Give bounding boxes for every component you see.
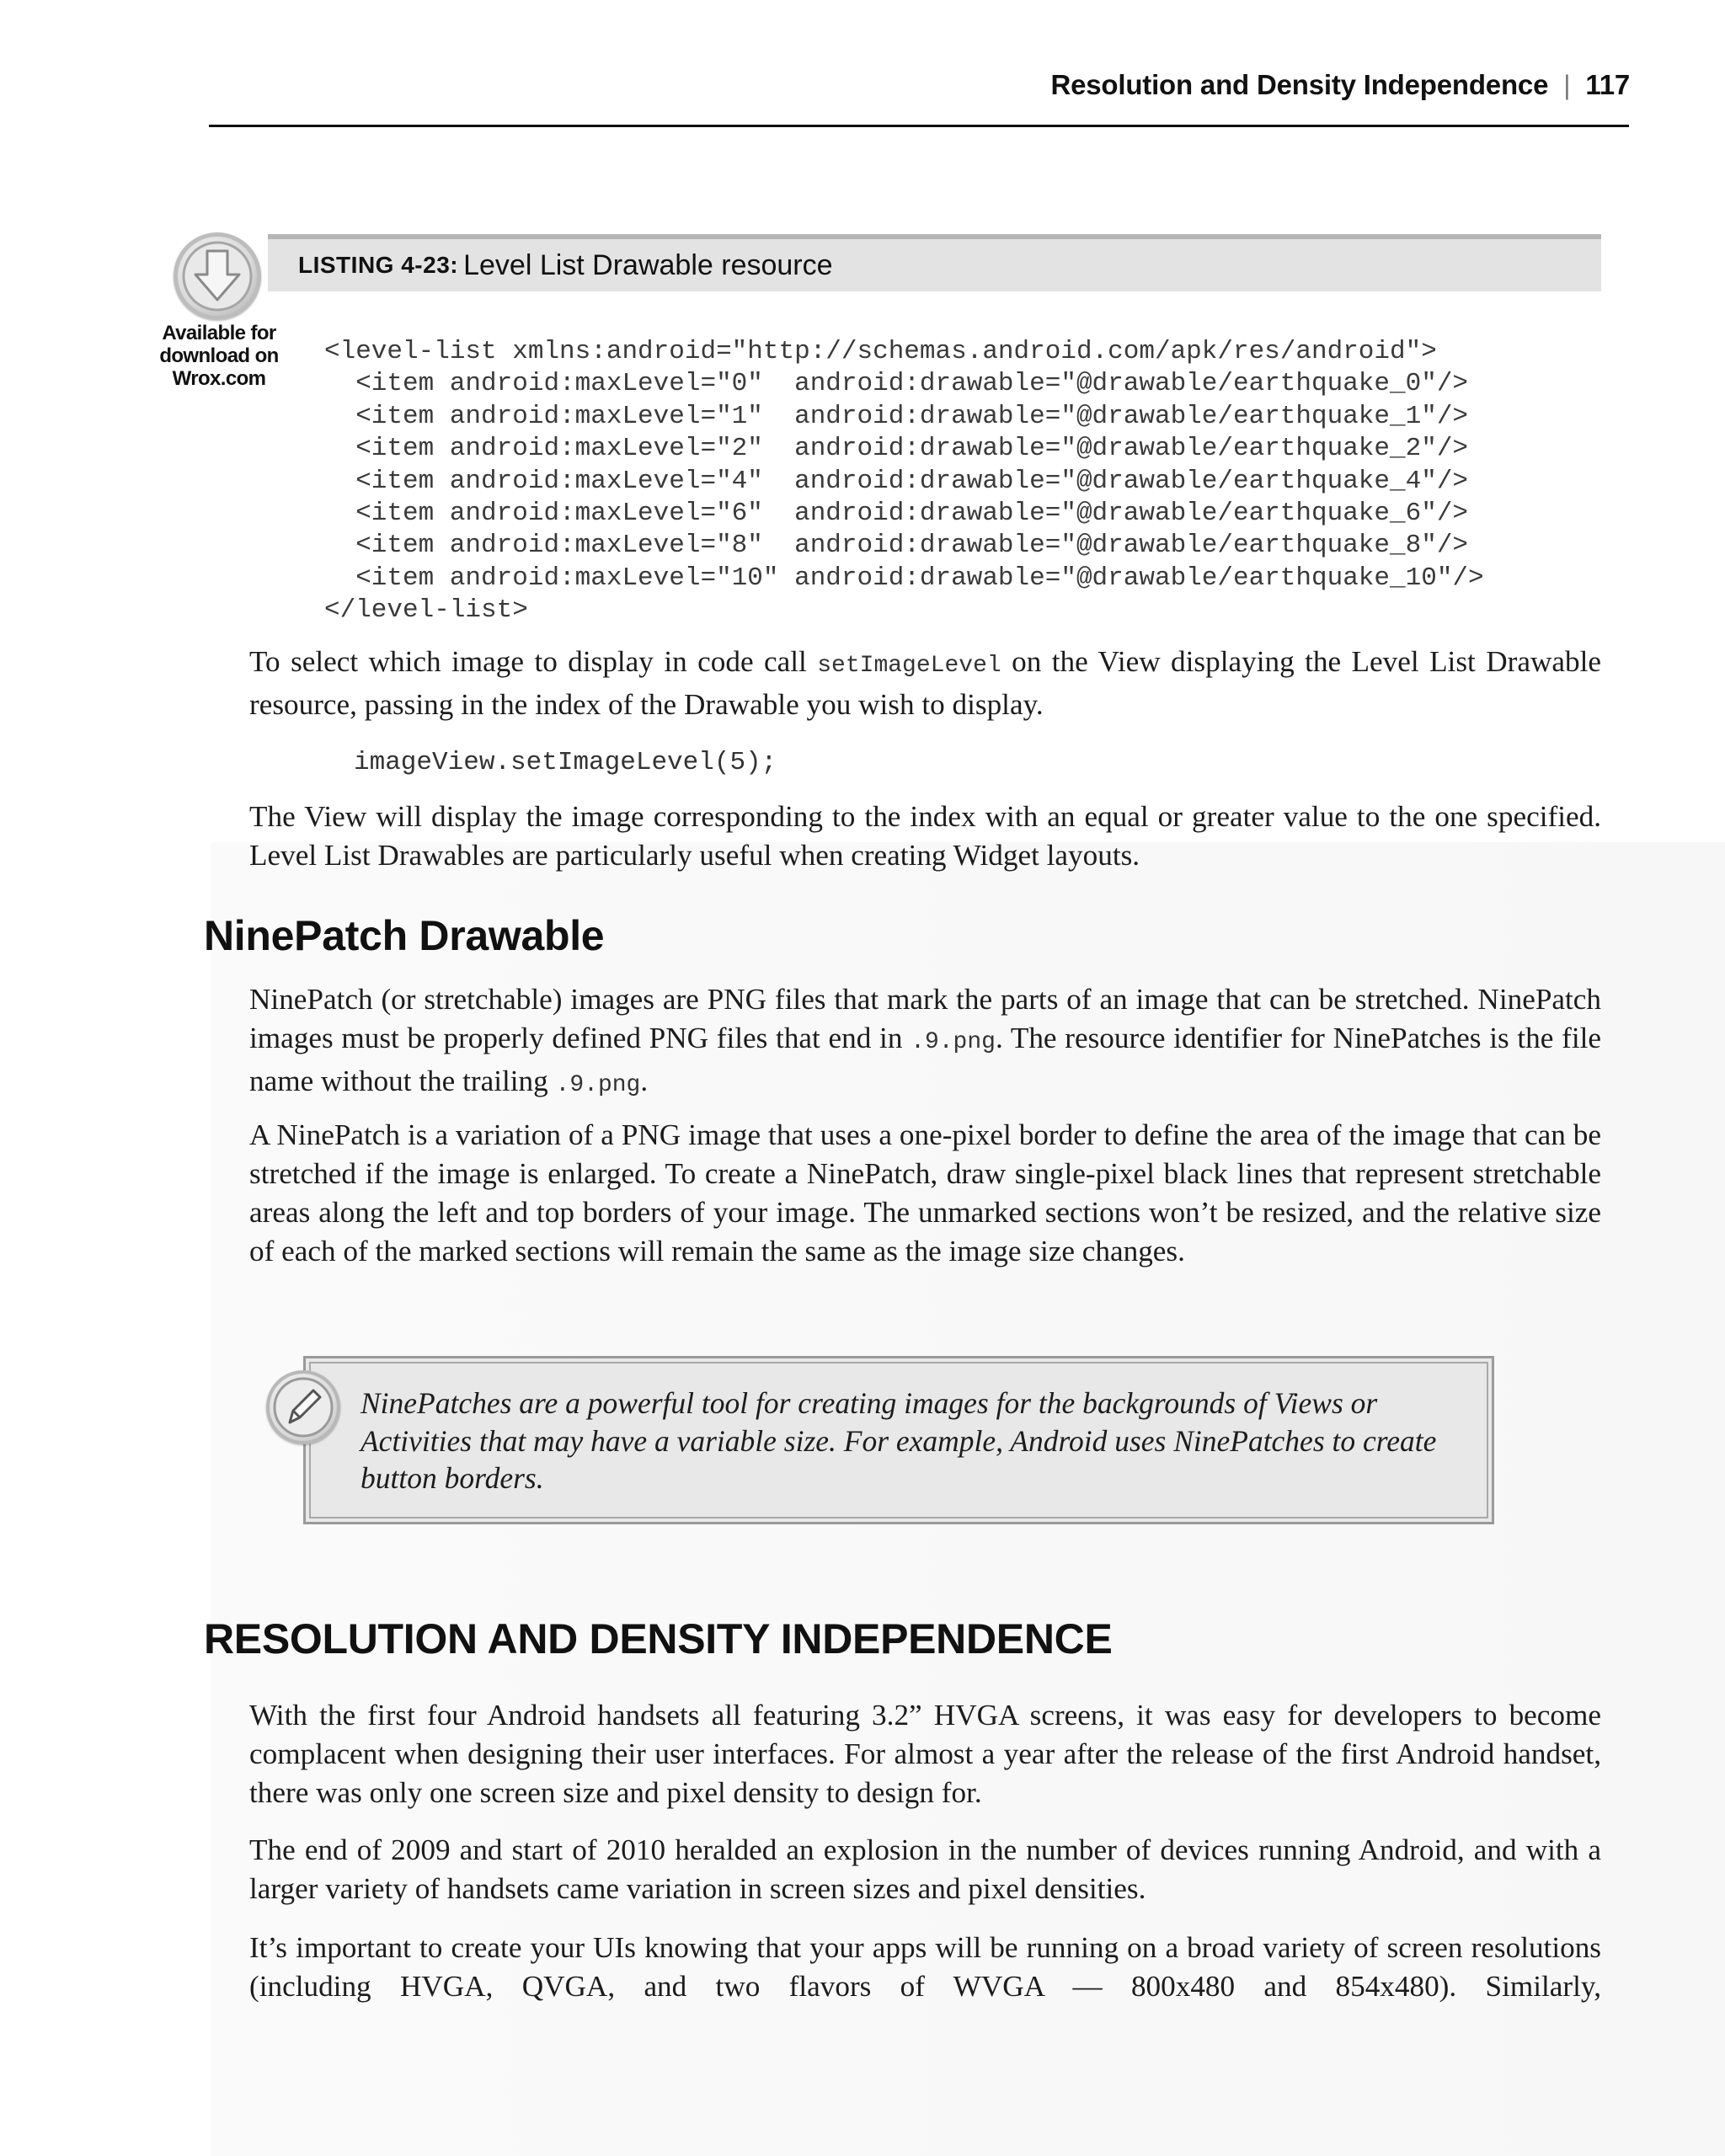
listing-title: Level List Drawable resource: [463, 248, 833, 281]
inline-code: .9.png: [911, 1029, 996, 1055]
code-snippet: imageView.setImageLevel(5);: [354, 748, 777, 777]
download-availability-note: [152, 322, 286, 390]
paragraph: A NinePatch is a variation of a PNG image that uses a one-pixel border to define the area of the image that can be stretched if the image is enlarged. To create a NinePatch, draw single-pixel black lines that represent stretchable areas along the left and top borders of your image. The unmarked sections won’t be resized, and the relative size of each of the marked sections will remain the same as the image size changes.: [249, 1118, 1601, 1267]
inline-code: setImageLevel: [817, 653, 1001, 679]
header-separator: |: [1563, 69, 1571, 100]
availability-line: Available for: [162, 322, 276, 344]
paragraph: [249, 643, 1601, 724]
page-number: 117: [1585, 69, 1630, 100]
note-text: NinePatches are a powerful tool for creating images for the backgrounds of Views or Activities that may have a variable size. For example, Android uses NinePatches to create button borders.: [360, 1386, 1437, 1495]
paragraph: With the first four Android handsets all featuring 3.2” HVGA screens, it was easy for developers to become complacent when designing their user interfaces. For almost a year after the release of the first Android handset, there was only one screen size and pixel density to design for.: [249, 1699, 1601, 1809]
text-run: To select which image to display in code call: [249, 645, 818, 678]
availability-line: Wrox.com: [172, 367, 266, 390]
header-rule: [209, 125, 1629, 127]
availability-line: download on: [159, 344, 279, 367]
listing-label: LISTING 4-23:: [298, 252, 459, 278]
text-run: NinePatch (or stretchable) images are PNG files that mark the parts of an image that can be stretched. NinePatch images must be properly defined PNG files that end in: [249, 983, 1601, 1054]
text-run: on the View displaying the Level List Drawable resource, passing in the index of the Drawable you wish to display.: [249, 645, 1602, 721]
text-run: .: [640, 1065, 649, 1097]
paragraph: The end of 2009 and start of 2010 heralded an explosion in the number of devices running Android, and with a larger variety of handsets came variation in screen sizes and pixel densities.: [249, 1833, 1601, 1905]
paragraph: It’s important to create your UIs knowing that your apps will be running on a broad variety of screen resolutions (including HVGA, QVGA, and two flavors of WVGA — 800x480 and 854x480). Similarly,: [249, 1931, 1601, 2003]
text-run: . The resource identifier for NinePatches is the file name without the trailing: [249, 1022, 1601, 1097]
header-section-title: Resolution and Density Independence: [1050, 69, 1549, 100]
section-heading-resolution: RESOLUTION AND DENSITY INDEPENDENCE: [204, 1615, 1113, 1662]
paragraph: [249, 980, 1601, 1105]
running-header: [1050, 64, 1630, 106]
paragraph: The View will display the image corresponding to the index with an equal or greater value to the one specified. Level List Drawables are particularly useful when creating Widget layouts.: [249, 800, 1601, 872]
pencil-icon: [266, 1370, 340, 1444]
section-heading-ninepatch: NinePatch Drawable: [204, 912, 605, 959]
listing-header: [268, 234, 1601, 291]
listing-code: <level-list xmlns:android="http://schemas.android.com/apk/res/android"> <item android:maxLevel="0" android:drawable="@drawable/earthquake_0"/> <item android:maxLevel="1" android:drawable="@drawable/earthquake_1"/> <item android:maxLevel="2" android:drawable="@drawable/earthquake_2"/> <item android:maxLevel="4" android:drawable="@drawable/earthquake_4"/> <item android:maxLevel="6" android:drawable="@drawable/earthquake_6"/> <item android:maxLevel="8" android:drawable="@drawable/earthquake_8"/> <item android:maxLevel="10" android:drawable="@drawable/earthquake_10"/> </level-list>: [324, 337, 1484, 626]
inline-code: .9.png: [555, 1072, 641, 1098]
download-arrow-icon: [174, 232, 261, 320]
